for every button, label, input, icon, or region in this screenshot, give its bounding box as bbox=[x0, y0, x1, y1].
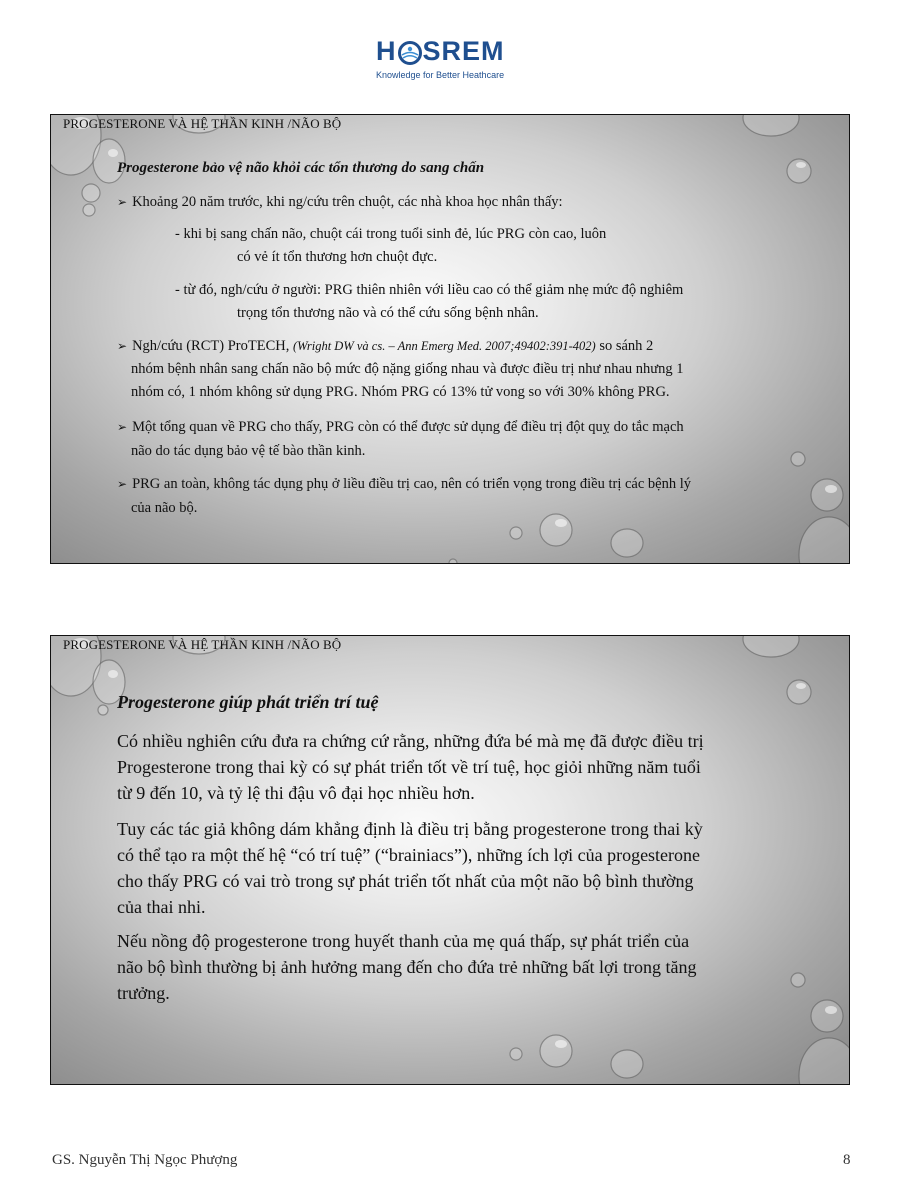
footer-author: GS. Nguyễn Thị Ngọc Phượng bbox=[52, 1152, 238, 1168]
arrow-bullet-icon: ➢ bbox=[117, 339, 128, 353]
logo-tagline: Knowledge for Better Heathcare bbox=[376, 70, 505, 80]
bullet-continuation: nhóm bệnh nhân sang chấn não bộ mức độ nặng giống nhau và được điều trị như nhau nhưng 1 bbox=[131, 361, 684, 377]
arrow-bullet-icon: ➢ bbox=[117, 477, 128, 491]
paragraph-line: cho thấy PRG có vai trò trong sự phát triển tốt nhất của một não bộ bình thường bbox=[117, 871, 694, 891]
slide-2 bbox=[50, 635, 850, 1085]
slide-title: PROGESTERONE VÀ HỆ THẦN KINH /NÃO BỘ bbox=[63, 637, 342, 652]
slide-title: PROGESTERONE VÀ HỆ THẦN KINH /NÃO BỘ bbox=[63, 116, 342, 131]
sub-item: - khi bị sang chấn não, chuột cái trong tuổi sinh đẻ, lúc PRG còn cao, luôn bbox=[175, 226, 607, 242]
paragraph-line: Tuy các tác giả không dám khẳng định là điều trị bằng progesterone trong thai kỳ bbox=[117, 819, 703, 839]
logo-letters-start: H bbox=[376, 36, 397, 66]
logo-letters-end: SREM bbox=[422, 36, 505, 66]
bullet-continuation: não do tác dụng bảo vệ tế bào thần kinh. bbox=[131, 443, 366, 459]
paragraph-line: trưởng. bbox=[117, 983, 170, 1003]
slide-1 bbox=[50, 114, 850, 564]
logo-wordmark bbox=[376, 36, 505, 67]
bullet-item: ➢ Khoảng 20 năm trước, khi ng/cứu trên chuột, các nhà khoa học nhân thấy: bbox=[117, 194, 563, 210]
sub-item-continuation: có vẻ ít tổn thương hơn chuột đực. bbox=[237, 249, 438, 265]
slide-heading: Progesterone bảo vệ não khỏi các tổn thương do sang chấn bbox=[117, 160, 485, 176]
paragraph-line: từ 9 đến 10, và tỷ lệ thi đậu vô đại học nhiều hơn. bbox=[117, 783, 475, 803]
paragraph-line: của thai nhi. bbox=[117, 897, 206, 917]
arrow-bullet-icon: ➢ bbox=[117, 195, 128, 209]
paragraph-line: não bộ bình thường bị ảnh hưởng mang đến cho đứa trẻ những bất lợi trong tăng bbox=[117, 957, 697, 977]
arrow-bullet-icon: ➢ bbox=[117, 420, 128, 434]
bullet-item: ➢ Một tổng quan về PRG cho thấy, PRG còn có thể được sử dụng để điều trị đột quỵ do tắc mạch bbox=[117, 419, 684, 435]
hosrem-logo bbox=[370, 36, 530, 86]
citation: (Wright DW và cs. – Ann Emerg Med. 2007;49402:391-402) bbox=[292, 339, 596, 353]
bullet-continuation: của não bộ. bbox=[131, 500, 198, 516]
paragraph-line: Có nhiều nghiên cứu đưa ra chứng cứ rằng, những đứa bé mà mẹ đã được điều trị bbox=[117, 731, 704, 751]
sub-item: - từ đó, ngh/cứu ở người: PRG thiên nhiên với liều cao có thể giảm nhẹ mức độ nghiêm bbox=[175, 282, 684, 298]
slide-heading: Progesterone giúp phát triển trí tuệ bbox=[117, 692, 379, 712]
paragraph-line: Nếu nồng độ progesterone trong huyết thanh của mẹ quá thấp, sự phát triển của bbox=[117, 931, 690, 951]
bullet-item: ➢ Ngh/cứu (RCT) ProTECH, (Wright DW và cs. – Ann Emerg Med. 2007;49402:391-402) so sánh 2 bbox=[117, 338, 654, 354]
globe-icon bbox=[398, 41, 422, 65]
paragraph-line: Progesterone trong thai kỳ có sự phát triển tốt về trí tuệ, học giỏi những năm tuổi bbox=[117, 757, 701, 777]
bullet-item: ➢ PRG an toàn, không tác dụng phụ ở liều điều trị cao, nên có triển vọng trong điều trị các bệnh lý bbox=[117, 476, 691, 492]
sub-item-continuation: trọng tổn thương não và có thể cứu sống bệnh nhân. bbox=[237, 305, 539, 321]
bullet-continuation: nhóm có, 1 nhóm không sử dụng PRG. Nhóm PRG có 13% tử vong so với 30% không PRG. bbox=[131, 384, 670, 400]
paragraph-line: có thể tạo ra một thế hệ “có trí tuệ” (“brainiacs”), những ích lợi của progesterone bbox=[117, 845, 701, 865]
page-number: 8 bbox=[843, 1152, 851, 1168]
